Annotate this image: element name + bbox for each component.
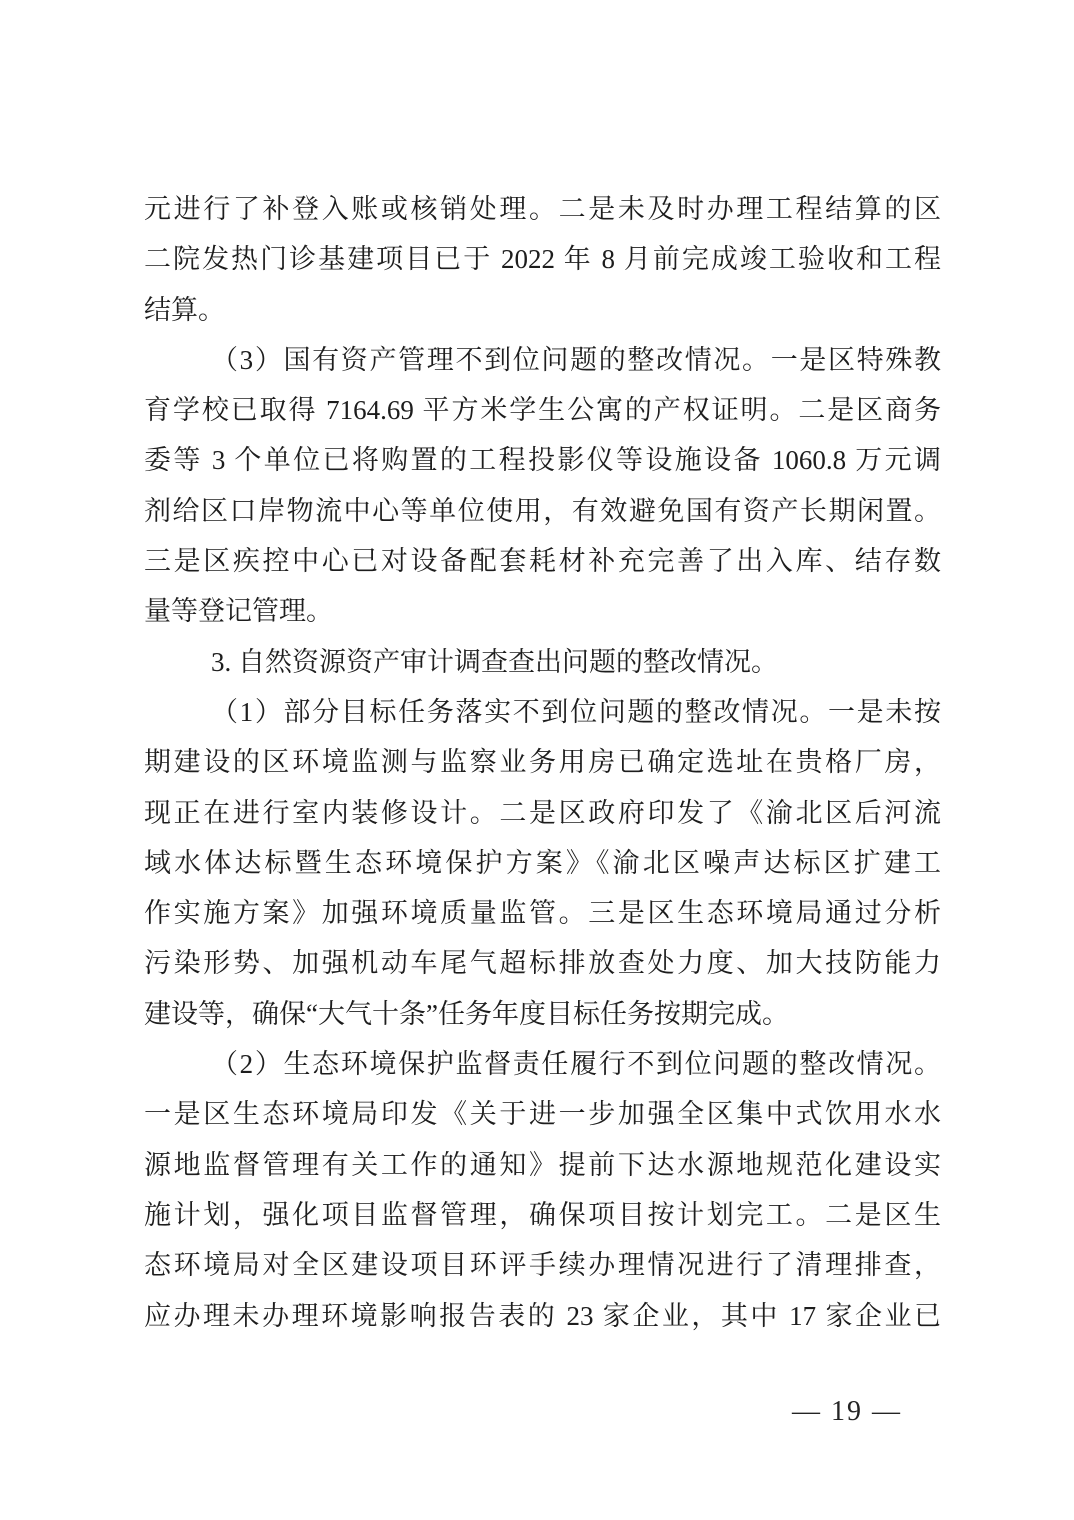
text-line: 一是区生态环境局印发《关于进一步加强全区集中式饮用水水 [144, 1099, 941, 1130]
text-line: 育学校已取得 7164.69 平方米学生公寓的产权证明。二是区商务 [144, 395, 941, 426]
text-line: 污染形势、加强机动车尾气超标排放查处力度、加大技防能力 [144, 948, 941, 979]
text-line: 应办理未办理环境影响报告表的 23 家企业，其中 17 家企业已 [144, 1300, 941, 1331]
text-line: 作实施方案》加强环境质量监管。三是区生态环境局通过分析 [144, 898, 941, 929]
text-line: 剂给区口岸物流中心等单位使用，有效避免国有资产长期闲置。 [144, 495, 941, 526]
text-line: 源地监督管理有关工作的通知》提前下达水源地规范化建设实 [144, 1149, 941, 1180]
text-line: 3. 自然资源资产审计调查查出问题的整改情况。 [211, 646, 778, 677]
text-line: （1）部分目标任务落实不到位问题的整改情况。一是未按 [211, 696, 941, 727]
document-body [144, 184, 941, 1341]
text-line: 二院发热门诊基建项目已于 2022 年 8 月前完成竣工验收和工程 [144, 244, 941, 275]
text-line: 态环境局对全区建设项目环评手续办理情况进行了清理排查， [144, 1250, 941, 1281]
text-line: 结算。 [144, 294, 225, 325]
text-line: 域水体达标暨生态环境保护方案》《渝北区噪声达标区扩建工 [144, 847, 941, 878]
text-line: （2）生态环境保护监督责任履行不到位问题的整改情况。 [211, 1049, 941, 1080]
text-line: 委等 3 个单位已将购置的工程投影仪等设施设备 1060.8 万元调 [144, 445, 941, 476]
text-line: 施计划，强化项目监督管理，确保项目按计划完工。二是区生 [144, 1199, 941, 1230]
text-line: 元进行了补登入账或核销处理。二是未及时办理工程结算的区 [144, 194, 941, 224]
text-line: 期建设的区环境监测与监察业务用房已确定选址在贵格厂房， [144, 747, 941, 778]
text-line: 现正在进行室内装修设计。二是区政府印发了《渝北区后河流 [144, 797, 941, 828]
text-line: （3）国有资产管理不到位问题的整改情况。一是区特殊教 [211, 344, 941, 375]
text-line: 量等登记管理。 [144, 596, 333, 627]
text-line: 建设等，确保“大气十条”任务年度目标任务按期完成。 [144, 998, 789, 1029]
page-number: — 19 — [792, 1396, 902, 1427]
text-line: 三是区疾控中心已对设备配套耗材补充完善了出入库、结存数 [144, 546, 941, 577]
